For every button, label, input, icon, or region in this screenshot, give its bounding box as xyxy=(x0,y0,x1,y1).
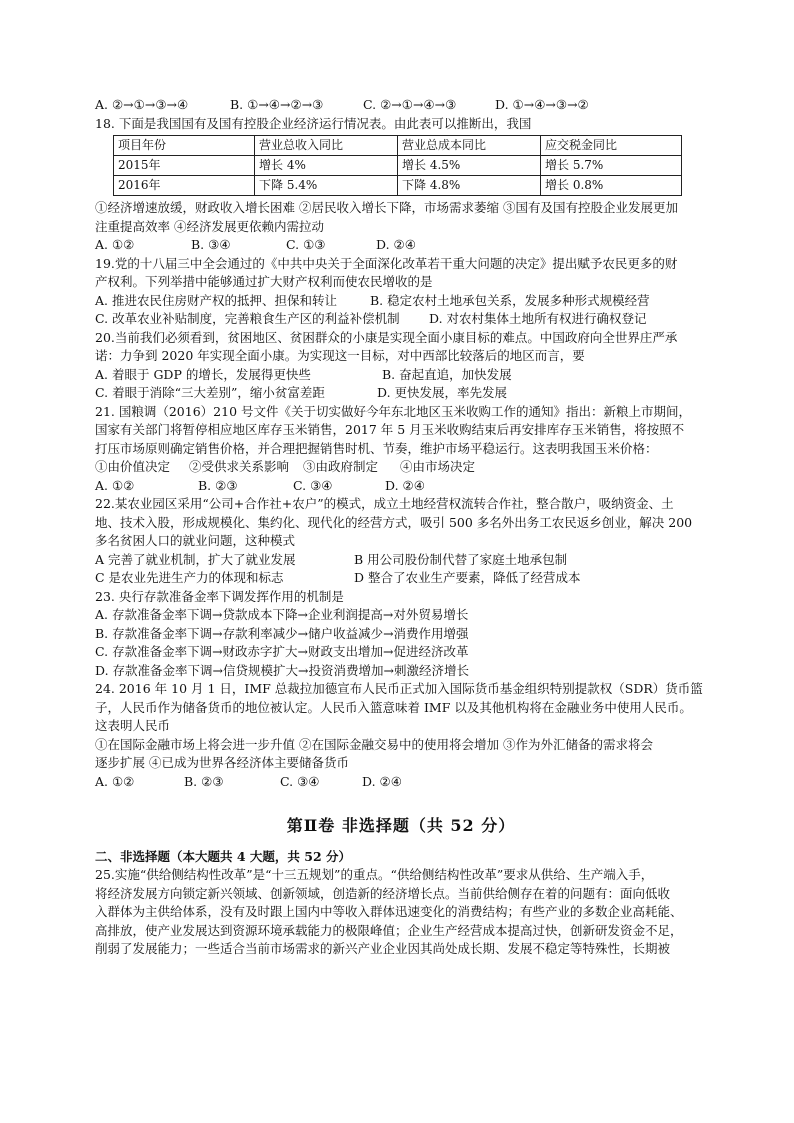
q25-line2: 将经济发展方向锁定新兴领域、创新领域，创造新的经济增长点。当前供给侧存在着的问题有：面向低收 xyxy=(95,885,671,901)
q21-stem-line3: 打压市场原则确定销售价格，并合理把握销售时机、节奏，维护市场平稳运行。这表明我国玉米价格： xyxy=(95,440,658,456)
q22-option-c[interactable]: C 是农业先进生产力的体现和标志 xyxy=(95,570,284,585)
q21-statement-3: ③由政府制定 xyxy=(303,459,379,474)
q18-options xyxy=(95,236,707,255)
table-row xyxy=(114,176,682,196)
table-header-cell: 营业总收入同比 xyxy=(255,136,398,156)
q24-option-a[interactable]: A. ①② xyxy=(95,773,135,789)
q22-options-row1 xyxy=(95,551,707,570)
q21-stem-line1: 21. 国粮调（2016）210 号文件《关于切实做好今年东北地区玉米收购工作的通知》指出：新粮上市期间， xyxy=(95,403,691,419)
q18-stem: 18. 下面是我国国有及国有控股企业经济运行情况表。由此表可以推断出，我国 xyxy=(95,115,532,131)
q24-option-d[interactable]: D. ②④ xyxy=(362,773,402,789)
table-cell: 2016年 xyxy=(114,176,255,196)
q24-option-c[interactable]: C. ③④ xyxy=(280,773,320,789)
q24-stem-line2: 子，人民币作为储备货币的地位被认定。人民币入篮意味着 IMF 以及其他机构将在金融业务中使用人民币。 xyxy=(95,699,692,715)
q18-option-d[interactable]: D. ②④ xyxy=(376,237,416,252)
q18-option-b[interactable]: B. ③④ xyxy=(191,237,231,252)
q25-line4: 高排放，使产业发展达到资源环境承载能力的极限峰值；企业生产经营成本提高过快，创新研发资金不足， xyxy=(95,922,683,938)
q24-options xyxy=(95,773,707,792)
exam-page xyxy=(95,96,707,959)
q17-options xyxy=(95,96,707,115)
q17-option-c[interactable]: C. ②→①→④→③ xyxy=(363,97,457,112)
q22-stem-line2: 地、技术入股，形成规模化、集约化、现代化的经营方式，吸引 500 多名外出务工农民返乡创业，解决 200 xyxy=(95,514,693,530)
table-header-row xyxy=(114,136,682,156)
table-row xyxy=(114,156,682,176)
table-cell: 增长 0.8% xyxy=(541,176,682,196)
q21-option-a[interactable]: A. ①② xyxy=(95,477,135,493)
table-header-cell: 项目年份 xyxy=(114,136,255,156)
table-header-cell: 应交税金同比 xyxy=(541,136,682,156)
q23-option-d[interactable]: D. 存款准备金率下调→信贷规模扩大→投资消费增加→刺激经济增长 xyxy=(95,662,469,678)
q23-option-b[interactable]: B. 存款准备金率下调→存款利率减少→储户收益减少→消费作用增强 xyxy=(95,625,469,641)
q19-options-row1 xyxy=(95,292,707,311)
q22-option-d[interactable]: D 整合了农业生产要素，降低了经营成本 xyxy=(354,570,581,585)
part2-title: 第Ⅱ卷 非选择题（共 52 分） xyxy=(286,816,516,835)
q21-option-b[interactable]: B. ②③ xyxy=(198,477,238,493)
q20-stem-line1: 20.当前我们必须看到，贫困地区、贫困群众的小康是实现全面小康目标的难点。中国政府向全世界庄严承 xyxy=(95,329,678,345)
table-cell: 增长 4% xyxy=(255,156,398,176)
q19-options-row2 xyxy=(95,310,707,329)
q25-line3: 入群体为主供给体系，没有及时跟上国内中等收入群体迅速变化的消费结构；有些产业的多数企业高耗能、 xyxy=(95,904,683,919)
q25-line5: 削弱了发展能力；一些适合当前市场需求的新兴产业企业因其尚处成长期、发展不稳定等特殊性，长期被 xyxy=(95,941,671,956)
q19-stem-line2: 产权利。下列举措中能够通过扩大财产权利而使农民增收的是 xyxy=(95,274,433,289)
q24-option-b[interactable]: B. ②③ xyxy=(184,773,224,789)
q24-stem-line3: 这表明人民币 xyxy=(95,718,171,733)
q20-option-c[interactable]: C. 着眼于消除“三大差别”，缩小贫富差距 xyxy=(95,385,325,400)
q19-option-d[interactable]: D. 对农村集体土地所有权进行确权登记 xyxy=(429,311,647,326)
q18-option-a[interactable]: A. ①② xyxy=(95,237,135,252)
q17-option-d[interactable]: D. ①→④→③→② xyxy=(495,97,589,112)
q23-option-c[interactable]: C. 存款准备金率下调→财政赤字扩大→财政支出增加→促进经济改革 xyxy=(95,644,469,659)
q19-option-c[interactable]: C. 改革农业补贴制度，完善粮食生产区的利益补偿机制 xyxy=(95,311,400,326)
q20-option-b[interactable]: B. 奋起直追，加快发展 xyxy=(382,366,512,382)
q20-options-row2 xyxy=(95,384,707,403)
q24-statements-line2: 逐步扩展 ④已成为世界各经济体主要储备货币 xyxy=(95,755,349,770)
q21-options xyxy=(95,477,707,496)
table-cell: 2015年 xyxy=(114,156,255,176)
q21-stem-line2: 国家有关部门将暂停相应地区库存玉米销售，2017 年 5 月玉米收购结束后再安排库存玉米销售，将按照不 xyxy=(95,422,685,437)
q21-statement-2: ②受供求关系影响 xyxy=(189,459,290,474)
q18-statements-line2: 注重提高效率 ④经济发展更依赖内需拉动 xyxy=(95,218,324,234)
table-cell: 下降 4.8% xyxy=(398,176,541,196)
q22-stem-line3: 多名贫困人口的就业问题，这种模式 xyxy=(95,533,296,548)
q20-option-d[interactable]: D. 更快发展，率先发展 xyxy=(377,385,508,400)
q23-option-a[interactable]: A. 存款准备金率下调→贷款成本下降→企业利润提高→对外贸易增长 xyxy=(95,607,469,622)
q25-line1: 25.实施“供给侧结构性改革”是“十三五规划”的重点。“供给侧结构性改革”要求从供给、生产端入手， xyxy=(95,867,654,882)
q21-statement-1: ①由价值决定 xyxy=(95,459,171,474)
q24-stem-line1: 24. 2016 年 10 月 1 日，IMF 总裁拉加德宣布人民币正式加入国际货币基金组织特别提款权（SDR）货币篮 xyxy=(95,681,703,696)
q18-option-c[interactable]: C. ①③ xyxy=(286,237,326,252)
q21-option-c[interactable]: C. ③④ xyxy=(293,477,333,493)
q18-statements-line1: ①经济增速放缓，财政收入增长困难 ②居民收入增长下降，市场需求萎缩 ③国有及国有控股企业发展更加 xyxy=(95,200,678,215)
q19-stem-line1: 19.党的十八届三中全会通过的《中共中央关于全面深化改革若干重大问题的决定》提出赋予农民更多的财 xyxy=(95,255,678,271)
q20-stem-line2: 诺：力争到 2020 年实现全面小康。为实现这一目标，对中西部比较落后的地区而言，要 xyxy=(95,348,585,363)
table-cell: 下降 5.4% xyxy=(255,176,398,196)
q22-options-row2 xyxy=(95,569,707,588)
q21-option-d[interactable]: D. ②④ xyxy=(385,477,425,493)
q18-table xyxy=(113,135,682,196)
q20-options-row1 xyxy=(95,366,707,385)
q22-option-b[interactable]: B 用公司股份制代替了家庭土地承包制 xyxy=(354,551,568,567)
table-cell: 增长 5.7% xyxy=(541,156,682,176)
q21-statement-4: ④由市场决定 xyxy=(400,459,476,474)
table-header-cell: 营业总成本同比 xyxy=(398,136,541,156)
q17-option-a[interactable]: A. ②→①→③→④ xyxy=(95,97,189,112)
q24-statements-line1: ①在国际金融市场上将会进一步升值 ②在国际金融交易中的使用将会增加 ③作为外汇储备的需求将会 xyxy=(95,736,653,752)
q22-option-a[interactable]: A 完善了就业机制，扩大了就业发展 xyxy=(95,551,296,567)
q17-option-b[interactable]: B. ①→④→②→③ xyxy=(230,97,324,112)
q20-option-a[interactable]: A. 着眼于 GDP 的增长，发展得更快些 xyxy=(95,366,311,382)
q21-statements xyxy=(95,458,707,477)
q19-option-a[interactable]: A. 推进农民住房财产权的抵押、担保和转让 xyxy=(95,292,337,308)
q22-stem-line1: 22.某农业园区采用“公司+合作社+农户”的模式，成立土地经营权流转合作社，整合散户，吸纳资金、土 xyxy=(95,496,674,511)
q19-option-b[interactable]: B. 稳定农村土地承包关系，发展多种形式规模经营 xyxy=(370,292,650,308)
q23-stem: 23. 央行存款准备金率下调发挥作用的机制是 xyxy=(95,588,344,604)
table-cell: 增长 4.5% xyxy=(398,156,541,176)
section2-heading: 二、非选择题（本大题共 4 大题，共 52 分） xyxy=(95,848,352,864)
